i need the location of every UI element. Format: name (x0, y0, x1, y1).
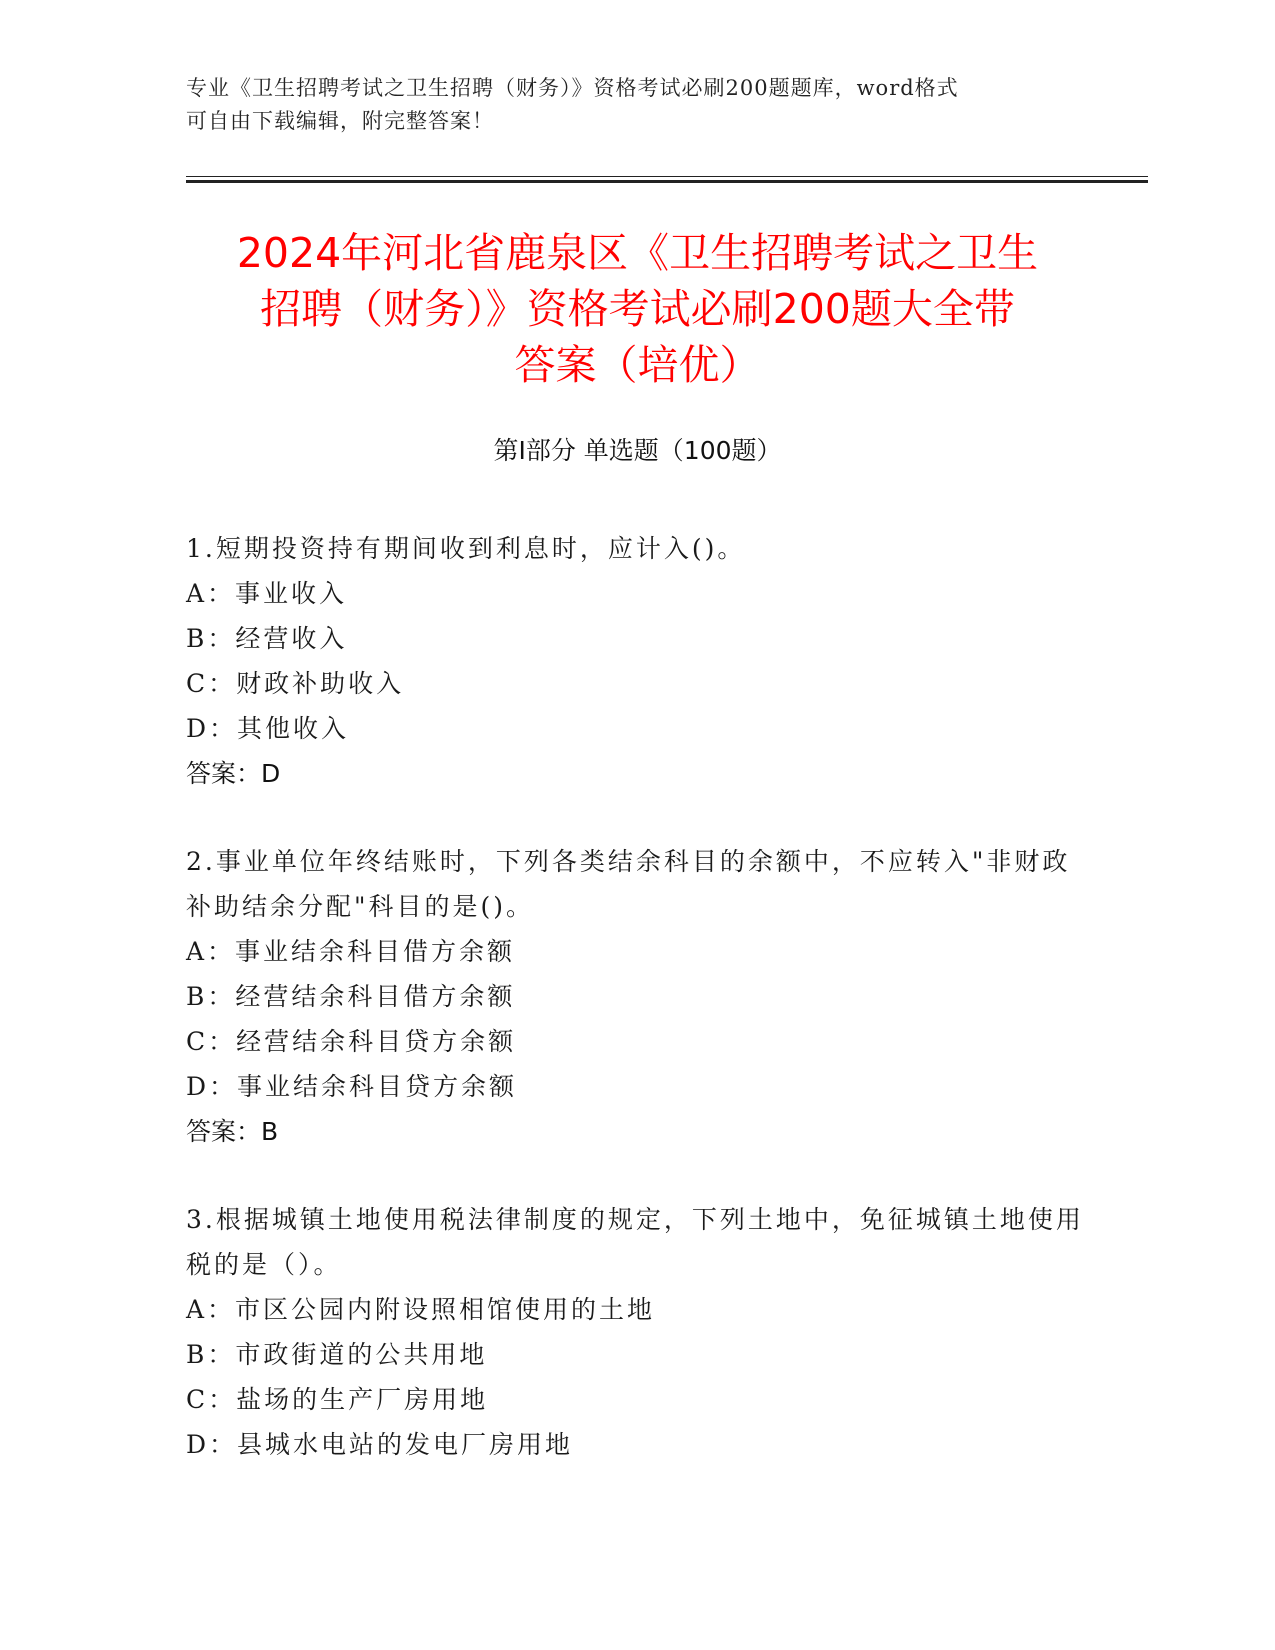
answer: 答案：D (186, 759, 281, 788)
question-list (186, 526, 1086, 1510)
option-d: D：县城水电站的发电厂房用地 (186, 1430, 574, 1459)
question-3 (186, 1197, 1086, 1467)
title-line: 招聘（财务）》资格考试必刷200题大全带 (260, 285, 1015, 333)
option-c: C：盐场的生产厂房用地 (186, 1385, 489, 1414)
question-stem: 3.根据城镇土地使用税法律制度的规定，下列土地中，免征城镇土地使用税的是（）。 (186, 1205, 1084, 1279)
question-stem: 1.短期投资持有期间收到利息时，应计入()。 (186, 534, 746, 563)
option-d: D：事业结余科目贷方余额 (186, 1072, 518, 1101)
option-a: A：事业收入 (186, 579, 348, 608)
section-heading: 第Ⅰ部分 单选题（100题） (493, 436, 782, 465)
title-line: 2024年河北省鹿泉区《卫生招聘考试之卫生 (236, 229, 1039, 277)
answer: 答案：B (186, 1117, 279, 1146)
header-divider-thin (186, 176, 1148, 177)
option-a: A：市区公园内附设照相馆使用的土地 (186, 1295, 656, 1324)
option-b: B：经营结余科目借方余额 (186, 982, 516, 1011)
question-2 (186, 839, 1086, 1154)
option-d: D：其他收入 (186, 714, 350, 743)
option-b: B：市政街道的公共用地 (186, 1340, 488, 1369)
option-b: B：经营收入 (186, 624, 348, 653)
option-c: C：财政补助收入 (186, 669, 405, 698)
document-title (150, 225, 1125, 393)
header-divider-thick (186, 180, 1148, 183)
header-note-line: 可自由下载编辑，附完整答案！ (186, 109, 494, 133)
option-a: A：事业结余科目借方余额 (186, 937, 516, 966)
header-note (186, 72, 1066, 138)
question-stem: 2.事业单位年终结账时，下列各类结余科目的余额中，不应转入"非财政补助结余分配"科目的是()。 (186, 847, 1071, 921)
title-line: 答案（培优） (514, 341, 761, 389)
option-c: C：经营结余科目贷方余额 (186, 1027, 517, 1056)
question-1 (186, 526, 1086, 796)
header-note-line: 专业《卫生招聘考试之卫生招聘（财务）》资格考试必刷200题题库，word格式 (186, 76, 959, 100)
